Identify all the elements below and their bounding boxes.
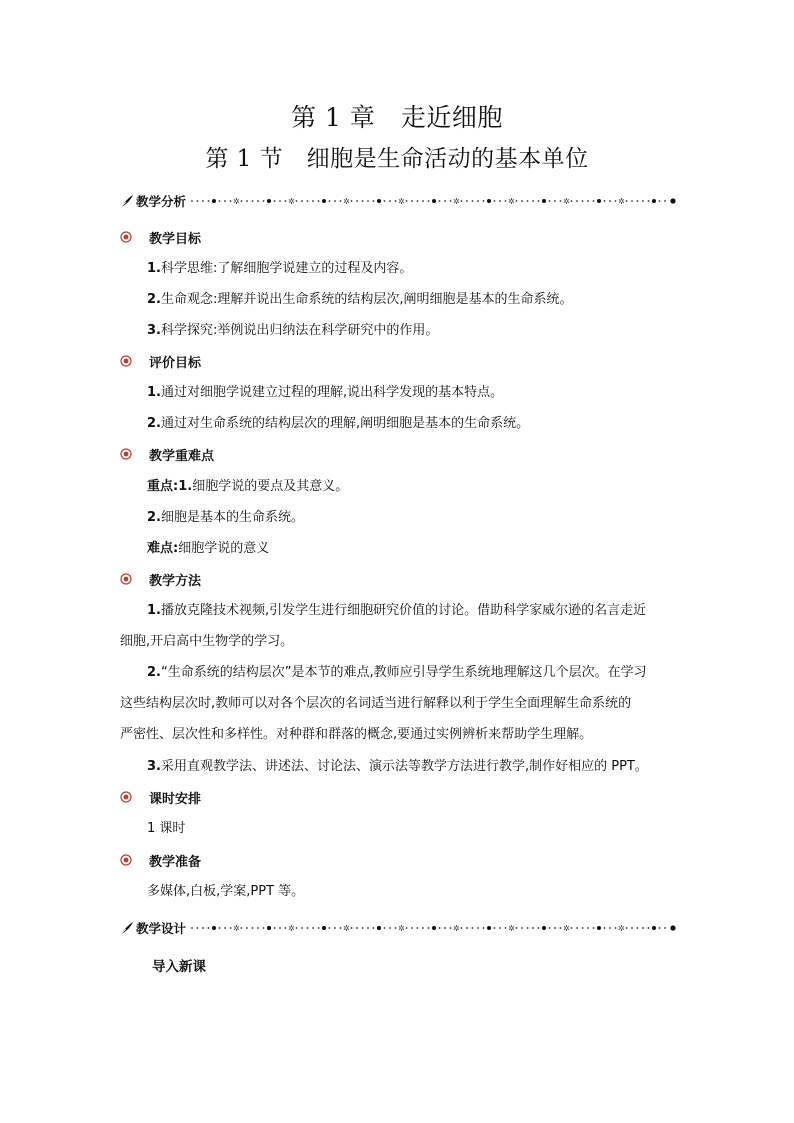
- divider-label: 教学设计: [136, 921, 187, 936]
- dotted-rule: [189, 918, 676, 938]
- target-circle-icon: [120, 448, 132, 460]
- evaluation-item-1: 1.通过对细胞学说建立过程的理解,说出科学发现的基本特点。: [147, 385, 504, 400]
- goal-item-2: 2.生命观念:理解并说出生命系统的结构层次,阐明细胞是基本的生命系统。: [147, 292, 573, 307]
- target-circle-icon: [120, 231, 132, 243]
- target-circle-icon: [120, 573, 132, 585]
- divider-teaching-analysis: [120, 191, 676, 211]
- key-point-2: 2.细胞是基本的生命系统。: [147, 510, 304, 525]
- svg-text:✲: ✲: [508, 924, 515, 933]
- method-paragraph-2-line-1: 2.“生命系统的结构层次”是本节的难点,教师应引导学生系统地理解这几个层次。在学习: [147, 665, 647, 680]
- preparation-text: 多媒体,白板,学案,PPT 等。: [147, 884, 305, 899]
- heading-key-difficult-points: [120, 444, 214, 464]
- svg-text:✲: ✲: [233, 197, 240, 206]
- svg-text:✲: ✲: [343, 197, 350, 206]
- svg-text:✲: ✲: [288, 197, 295, 206]
- heading-text: 课时安排: [149, 791, 202, 807]
- svg-text:✲: ✲: [453, 924, 460, 933]
- divider-label: 教学分析: [136, 194, 187, 209]
- schedule-text: 1 课时: [147, 821, 186, 836]
- svg-text:✲: ✲: [618, 197, 625, 206]
- svg-text:✲: ✲: [288, 924, 295, 933]
- method-paragraph-1-line-1: 1.播放克隆技术视频,引发学生进行细胞研究价值的讨论。借助科学家威尔逊的名言走近: [147, 603, 647, 618]
- svg-text:✲: ✲: [233, 924, 240, 933]
- heading-text: 教学准备: [149, 854, 202, 870]
- goal-item-1: 1.科学思维:了解细胞学说建立的过程及内容。: [147, 261, 413, 276]
- lead-in-heading: 导入新课: [152, 959, 206, 975]
- target-circle-icon: [120, 854, 132, 866]
- svg-text:✲: ✲: [563, 197, 570, 206]
- difficult-point: 难点:细胞学说的意义: [147, 541, 270, 556]
- divider-teaching-design: [120, 918, 676, 938]
- heading-teaching-methods: [120, 569, 201, 589]
- evaluation-item-2: 2.通过对生命系统的结构层次的理解,阐明细胞是基本的生命系统。: [147, 416, 530, 431]
- chapter-title: 第 1 章 走近细胞: [291, 103, 503, 132]
- dotted-rule: [189, 191, 676, 211]
- section-title: 第 1 节 细胞是生命活动的基本单位: [205, 146, 589, 172]
- key-point-1: 重点:1.细胞学说的要点及其意义。: [147, 479, 349, 494]
- method-paragraph-2-line-2: 这些结构层次时,教师可以对各个层次的名词适当进行解释以利于学生全面理解生命系统的: [120, 696, 632, 711]
- svg-text:✲: ✲: [563, 924, 570, 933]
- heading-text: 教学目标: [149, 231, 202, 247]
- heading-preparation: [120, 850, 201, 870]
- svg-text:✲: ✲: [398, 924, 405, 933]
- goal-item-3: 3.科学探究:举例说出归纳法在科学研究中的作用。: [147, 323, 439, 338]
- heading-schedule: [120, 787, 201, 807]
- quill-pen-icon: [120, 194, 134, 208]
- heading-teaching-goals: [120, 227, 201, 247]
- svg-text:✲: ✲: [343, 924, 350, 933]
- method-paragraph-2-line-3: 严密性、层次性和多样性。对种群和群落的概念,要通过实例辨析来帮助学生理解。: [120, 727, 593, 742]
- svg-text:✲: ✲: [453, 197, 460, 206]
- svg-text:✲: ✲: [618, 924, 625, 933]
- quill-pen-icon: [120, 921, 134, 935]
- svg-text:✲: ✲: [398, 197, 405, 206]
- heading-text: 评价目标: [149, 355, 202, 371]
- svg-text:✲: ✲: [508, 197, 515, 206]
- target-circle-icon: [120, 791, 132, 803]
- target-circle-icon: [120, 355, 132, 367]
- heading-evaluation-goals: [120, 351, 201, 371]
- heading-text: 教学方法: [149, 573, 202, 589]
- method-paragraph-1-line-2: 细胞,开启高中生物学的学习。: [120, 634, 294, 649]
- heading-text: 教学重难点: [149, 448, 215, 464]
- method-paragraph-3-line-1: 3.采用直观教学法、讲述法、讨论法、演示法等教学方法进行教学,制作好相应的 PPT。: [147, 759, 648, 774]
